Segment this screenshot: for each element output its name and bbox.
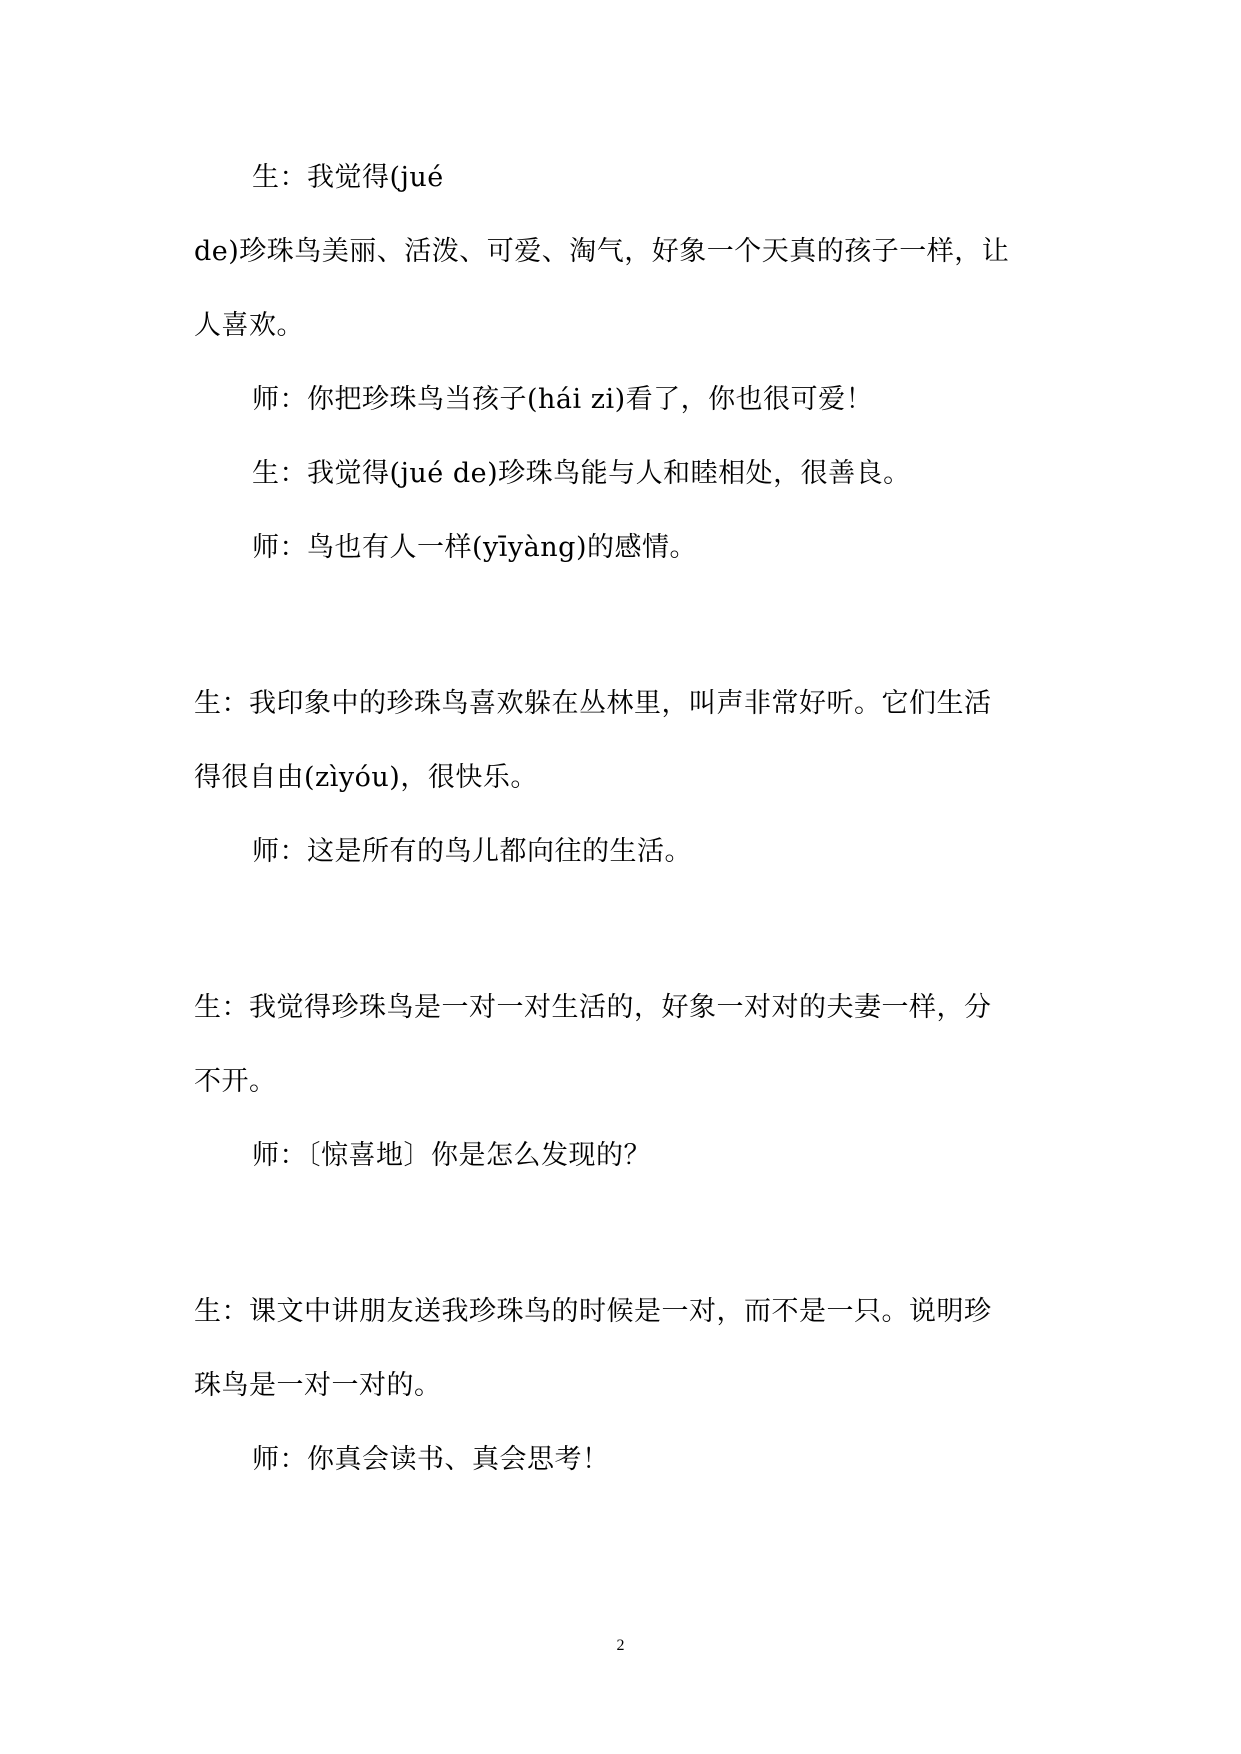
paragraph-line: 珠鸟是一对一对的。: [194, 1370, 442, 1401]
paragraph-line: 师：鸟也有人一样(yīyàng)的感情。: [252, 532, 697, 563]
paragraph-line: 生：我觉得(jué: [252, 162, 444, 193]
paragraph-line: de)珍珠鸟美丽、活泼、可爱、淘气，好象一个天真的孩子一样，让: [194, 236, 1010, 267]
paragraph-line: 人喜欢。: [194, 310, 304, 341]
paragraph-line: 生：我觉得(jué de)珍珠鸟能与人和睦相处，很善良。: [252, 458, 911, 489]
paragraph-line: 生：课文中讲朋友送我珍珠鸟的时候是一对，而不是一只。说明珍: [194, 1296, 992, 1327]
paragraph-line: 生：我印象中的珍珠鸟喜欢躲在丛林里，叫声非常好听。它们生活: [194, 688, 992, 719]
paragraph-line: 师：〔惊喜地〕你是怎么发现的？: [252, 1140, 651, 1171]
paragraph-line: 生：我觉得珍珠鸟是一对一对生活的，好象一对对的夫妻一样，分: [194, 992, 992, 1023]
paragraph-line: 得很自由(zìyóu)，很快乐。: [194, 762, 538, 793]
paragraph-line: 师：你把珍珠鸟当孩子(hái zi)看了，你也很可爱！: [252, 384, 874, 415]
page-number: 2: [616, 1637, 625, 1654]
paragraph-line: 师：你真会读书、真会思考！: [252, 1444, 610, 1475]
paragraph-line: 不开。: [194, 1066, 277, 1097]
paragraph-line: 师：这是所有的鸟儿都向往的生活。: [252, 836, 692, 867]
